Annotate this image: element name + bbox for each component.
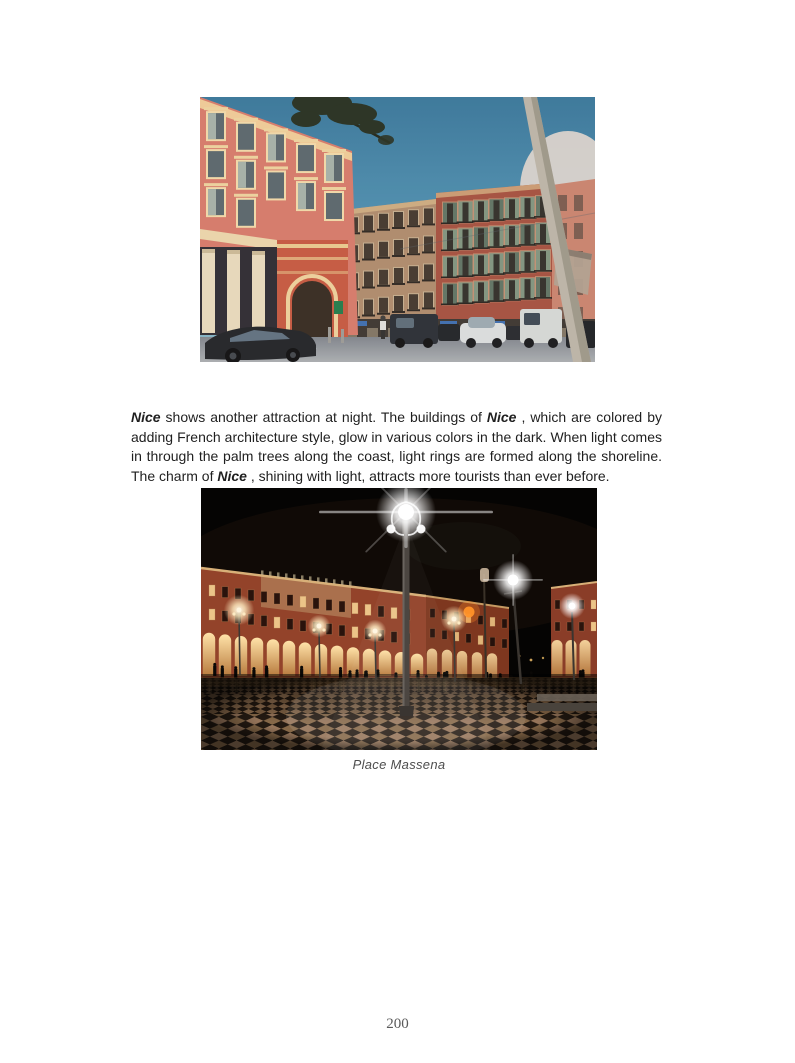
photo-nice-daytime [200,97,595,362]
page-number: 200 [386,1016,409,1032]
nice-daytime-illustration [200,97,595,362]
place-massena-illustration [201,488,597,750]
photo-caption: Place Massena [352,757,446,772]
photo-filter [200,97,595,362]
paragraph-nice: Nice shows another attraction at night. The buildings of Nice , which are colored by adding French architecture style, glow in various colors in the dark. When light comes in through the palm trees along the coast, light rings are formed along the shoreline. The charm of Nice , shining with light, attracts more tourists than ever before. [131,409,662,484]
photo-place-massena-night [201,488,597,750]
